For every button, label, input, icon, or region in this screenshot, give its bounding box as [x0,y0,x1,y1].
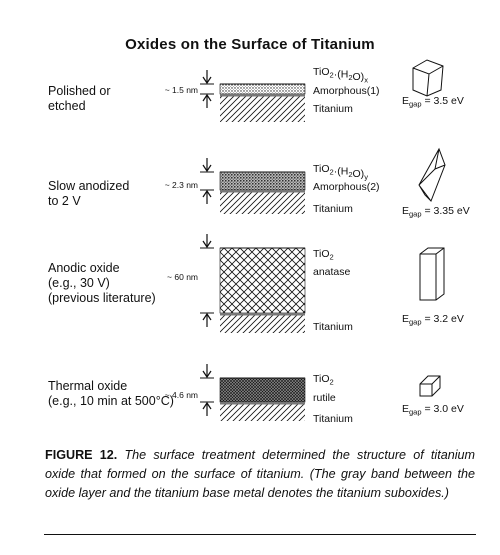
crystal-sketch-icon [420,248,444,300]
layer-row [48,60,464,122]
thickness-label: ~ 2.3 nm [164,180,198,190]
oxide-phase: Amorphous(2) [313,181,380,193]
titanium-base [220,192,305,214]
band-gap-label: $E_{gap} = 3.0$ eV [402,403,464,417]
oxide-layer [220,378,305,402]
oxide-phase: rutile [313,392,336,404]
titanium-base [220,96,305,122]
oxide-phase: anatase [313,266,351,278]
crystal-sketch-icon [413,60,443,96]
band-gap-label: $E_{gap} = 3.35$ eV [402,205,470,219]
treatment-label: (e.g., 30 V) [48,276,110,290]
oxide-formula: TiO$_2$ [313,373,334,387]
caption-label: FIGURE 12. [45,448,118,462]
titanium-base [220,315,305,333]
treatment-label: (previous literature) [48,291,156,305]
band-gap-label: $E_{gap} = 3.5$ eV [402,95,464,109]
treatment-label: Slow anodized [48,179,130,193]
treatment-label: Anodic oxide [48,261,120,275]
base-label: Titanium [313,103,353,115]
treatment-label: (e.g., 10 min at 500°C) [48,394,174,408]
titanium-base [220,404,305,421]
suboxide-band [220,190,305,193]
treatment-label: to 2 V [48,194,81,208]
thickness-label: ~ 60 nm [167,272,198,282]
caption-rule [44,534,476,535]
base-label: Titanium [313,413,353,425]
oxide-formula: $TiO_2\cdot(H_2O)_x$ [313,66,368,85]
base-label: Titanium [313,203,353,215]
layer-row [48,234,464,333]
oxide-formula: TiO$_2$ [313,248,334,262]
crystal-sketch-icon [419,149,445,201]
suboxide-band [220,94,305,97]
oxide-layer [220,172,305,190]
suboxide-band [220,402,305,405]
oxide-phase: Amorphous(1) [313,85,380,97]
thickness-label: ~ 1.5 nm [164,85,198,95]
figure-caption [45,446,475,503]
treatment-label: Thermal oxide [48,379,128,393]
layer-row [48,364,464,425]
thickness-label: ~ 4.6 nm [164,390,198,400]
suboxide-band [220,313,305,316]
treatment-label: Polished or [48,84,111,98]
treatment-label: etched [48,99,86,113]
caption-text: The surface treatment determined the structure of titanium oxide that formed on the surface of titanium. (The gray band between the oxide layer and the titanium base metal denotes the titanium suboxides.) [45,448,475,500]
oxide-formula: $TiO_2\cdot(H_2O)_y$ [313,163,368,182]
oxide-layer [220,248,305,313]
base-label: Titanium [313,321,353,333]
crystal-sketch-icon [420,376,440,396]
figure-title: Oxides on the Surface of Titanium [125,36,375,53]
band-gap-label: $E_{gap} = 3.2$ eV [402,313,464,327]
oxide-layer [220,84,305,94]
layer-row [48,149,470,219]
